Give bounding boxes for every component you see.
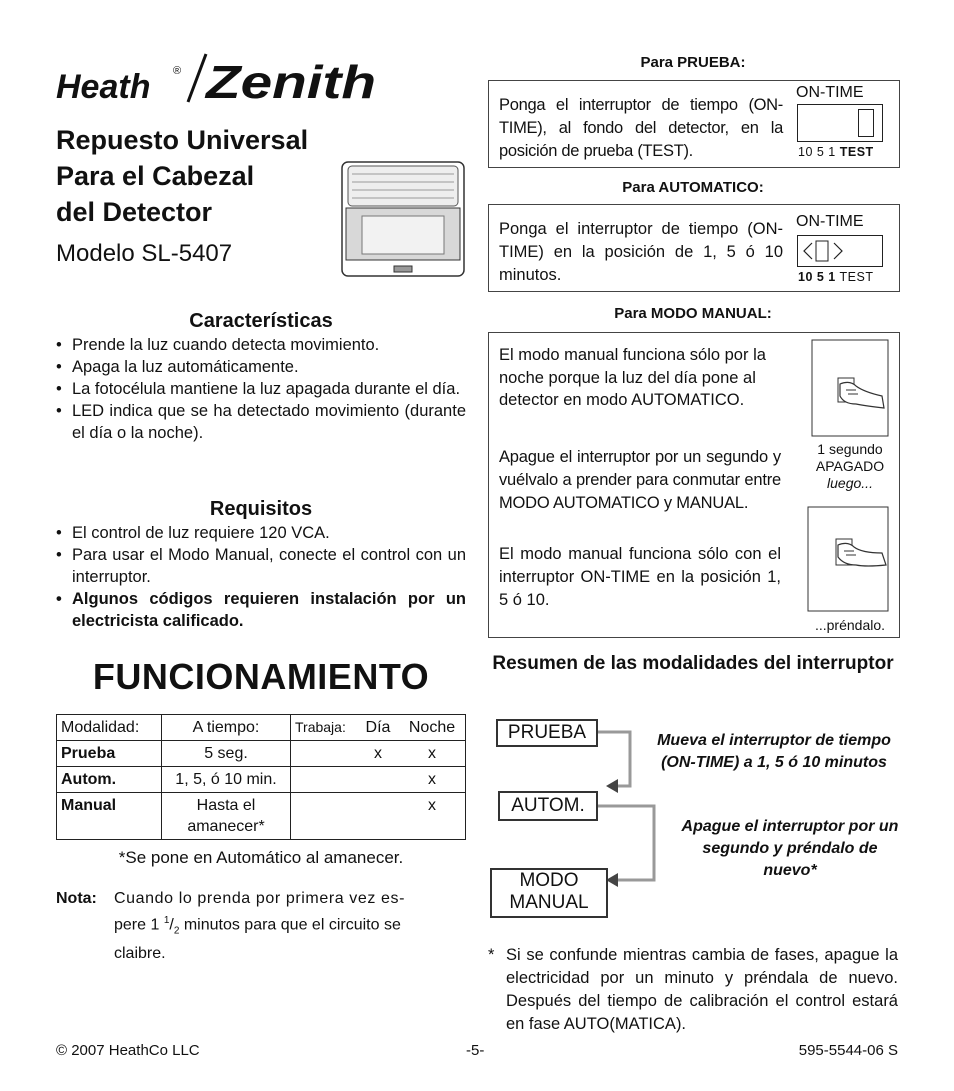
summary-label-autom: AUTOM.	[498, 791, 598, 821]
night-cell: x	[399, 767, 466, 793]
header-cell: Modalidad:	[57, 715, 162, 741]
auto-ontime-label: ON-TIME	[796, 213, 864, 230]
footer-copyright: © 2007 HeathCo LLC	[56, 1042, 200, 1059]
time-cell: Hasta el amanecer*	[162, 793, 291, 840]
title-line-1: Repuesto Universal	[56, 125, 309, 155]
product-title	[56, 122, 356, 230]
test-ontime-switch	[797, 104, 883, 142]
modes-table	[56, 714, 466, 840]
night-cell: x	[399, 741, 466, 767]
note-line-1: Cuando lo prenda por primera vez es-	[114, 890, 406, 907]
manual-mode-p3: El modo manual funciona sólo con el interruptor ON-TIME en la posición 1, 5 ó 10.	[499, 545, 781, 609]
slider-arrows-icon	[802, 239, 852, 263]
mode-cell: Autom.	[57, 767, 162, 793]
day-cell	[357, 793, 399, 840]
summary-instruction-1: Mueva el interruptor de tiempo (ON-TIME) a 1, 5 ó 10 minutos	[657, 732, 891, 771]
list-item: • LED indica que se ha detectado movimiento (durante el día o la noche).	[56, 400, 466, 444]
summary-heading: Resumen de las modalidades del interruptor	[492, 653, 894, 674]
list-item: • Para usar el Modo Manual, conecte el control con un interruptor.	[56, 544, 466, 588]
manual-mode-p2: Apague el interruptor por un segundo y vuélvalo a prender para conmutar entre MODO AUTOMATICO y MANUAL.	[499, 448, 781, 512]
logo-slash	[188, 54, 206, 102]
day-cell: x	[357, 741, 399, 767]
summary-instruction-2: Apague el interruptor por un segundo y préndalo de nuevo*	[681, 818, 899, 879]
time-cell: 1, 5, ó 10 min.	[162, 767, 291, 793]
requirements-heading: Requisitos	[209, 498, 313, 520]
table-header-row	[57, 715, 466, 741]
time-cell: 5 seg.	[162, 741, 291, 767]
auto-ontime-switch	[797, 235, 883, 267]
summary-label-prueba: PRUEBA	[496, 719, 598, 747]
note-block	[56, 888, 466, 965]
test-switch-scale: 10 5 1 TEST	[798, 145, 874, 159]
table-row	[57, 741, 466, 767]
night-cell: x	[399, 793, 466, 840]
list-item: • La fotocélula mantiene la luz apagada durante el día.	[56, 378, 466, 400]
features-list	[56, 334, 466, 444]
note-line-2: pere 1 $^1/_2$ minutos para que el circuito se	[114, 915, 401, 937]
table-row	[57, 767, 466, 793]
requirements-list	[56, 522, 466, 632]
footer-doc-number: 595-5544-06 S	[798, 1042, 898, 1059]
auto-mode-heading: Para AUTOMATICO:	[622, 179, 764, 196]
table-row	[57, 793, 466, 840]
list-item: • Apaga la luz automáticamente.	[56, 356, 466, 378]
manual-caption-on: ...préndalo.	[814, 617, 886, 633]
summary-label-manual: MODO MANUAL	[490, 868, 608, 918]
mode-cell: Manual	[57, 793, 162, 840]
heath-zenith-logo	[56, 52, 378, 104]
header-cell: Trabaja:	[291, 715, 358, 741]
manual-mode-heading: Para MODO MANUAL:	[614, 305, 772, 322]
note-label: Nota:	[56, 890, 97, 907]
mode-cell: Prueba	[57, 741, 162, 767]
test-mode-text: Ponga el interruptor de tiempo (ON-TIME), al fondo del detector, en la posición de prueba (TEST).	[499, 96, 783, 160]
asterisk-note: * Si se confunde mientras cambia de fases, apague la electricidad por un minuto y préndala de nuevo. Después del tiempo de calibración el control estará en fase AUTO(MATICA).	[488, 946, 898, 1033]
footer-page-number: -5-	[466, 1042, 485, 1059]
auto-switch-scale: 10 5 1 TEST	[798, 270, 874, 284]
logo-registered-mark: ®	[173, 65, 182, 77]
table-footnote: *Se pone en Automático al amanecer.	[118, 848, 404, 867]
list-item: • El control de luz requiere 120 VCA.	[56, 522, 466, 544]
features-heading: Características	[189, 310, 333, 332]
title-line-2: Para el Cabezal	[56, 161, 255, 191]
day-cell	[357, 767, 399, 793]
wall-switch-on-illustration	[806, 505, 892, 613]
logo-zenith-text: Zenith	[203, 56, 376, 104]
wall-switch-off-illustration	[810, 338, 890, 438]
auto-mode-text: Ponga el interruptor de tiempo (ON-TIME) en la posición de 1, 5 ó 10 minutos.	[499, 220, 783, 284]
header-cell: A tiempo:	[162, 715, 291, 741]
model-number: Modelo SL-5407	[56, 240, 233, 267]
header-cell: Día	[357, 715, 399, 741]
operation-title: FUNCIONAMIENTO	[92, 656, 430, 697]
list-item: • Prende la luz cuando detecta movimiento.	[56, 334, 466, 356]
manual-caption-off: 1 segundo APAGADO luego...	[815, 441, 885, 491]
detector-head-illustration	[340, 160, 466, 278]
title-line-3: del Detector	[56, 197, 213, 227]
manual-mode-p1: El modo manual funciona sólo por la noche porque la luz del día pone al detector en modo AUTOMATICO.	[499, 346, 766, 409]
note-line-3: claibre.	[114, 944, 166, 962]
test-ontime-label: ON-TIME	[796, 84, 864, 101]
test-mode-heading: Para PRUEBA:	[640, 54, 746, 71]
logo-heath-text: Heath	[56, 68, 151, 104]
list-item: • Algunos códigos requieren instalación por un electricista calificado.	[56, 588, 466, 632]
header-cell: Noche	[399, 715, 466, 741]
